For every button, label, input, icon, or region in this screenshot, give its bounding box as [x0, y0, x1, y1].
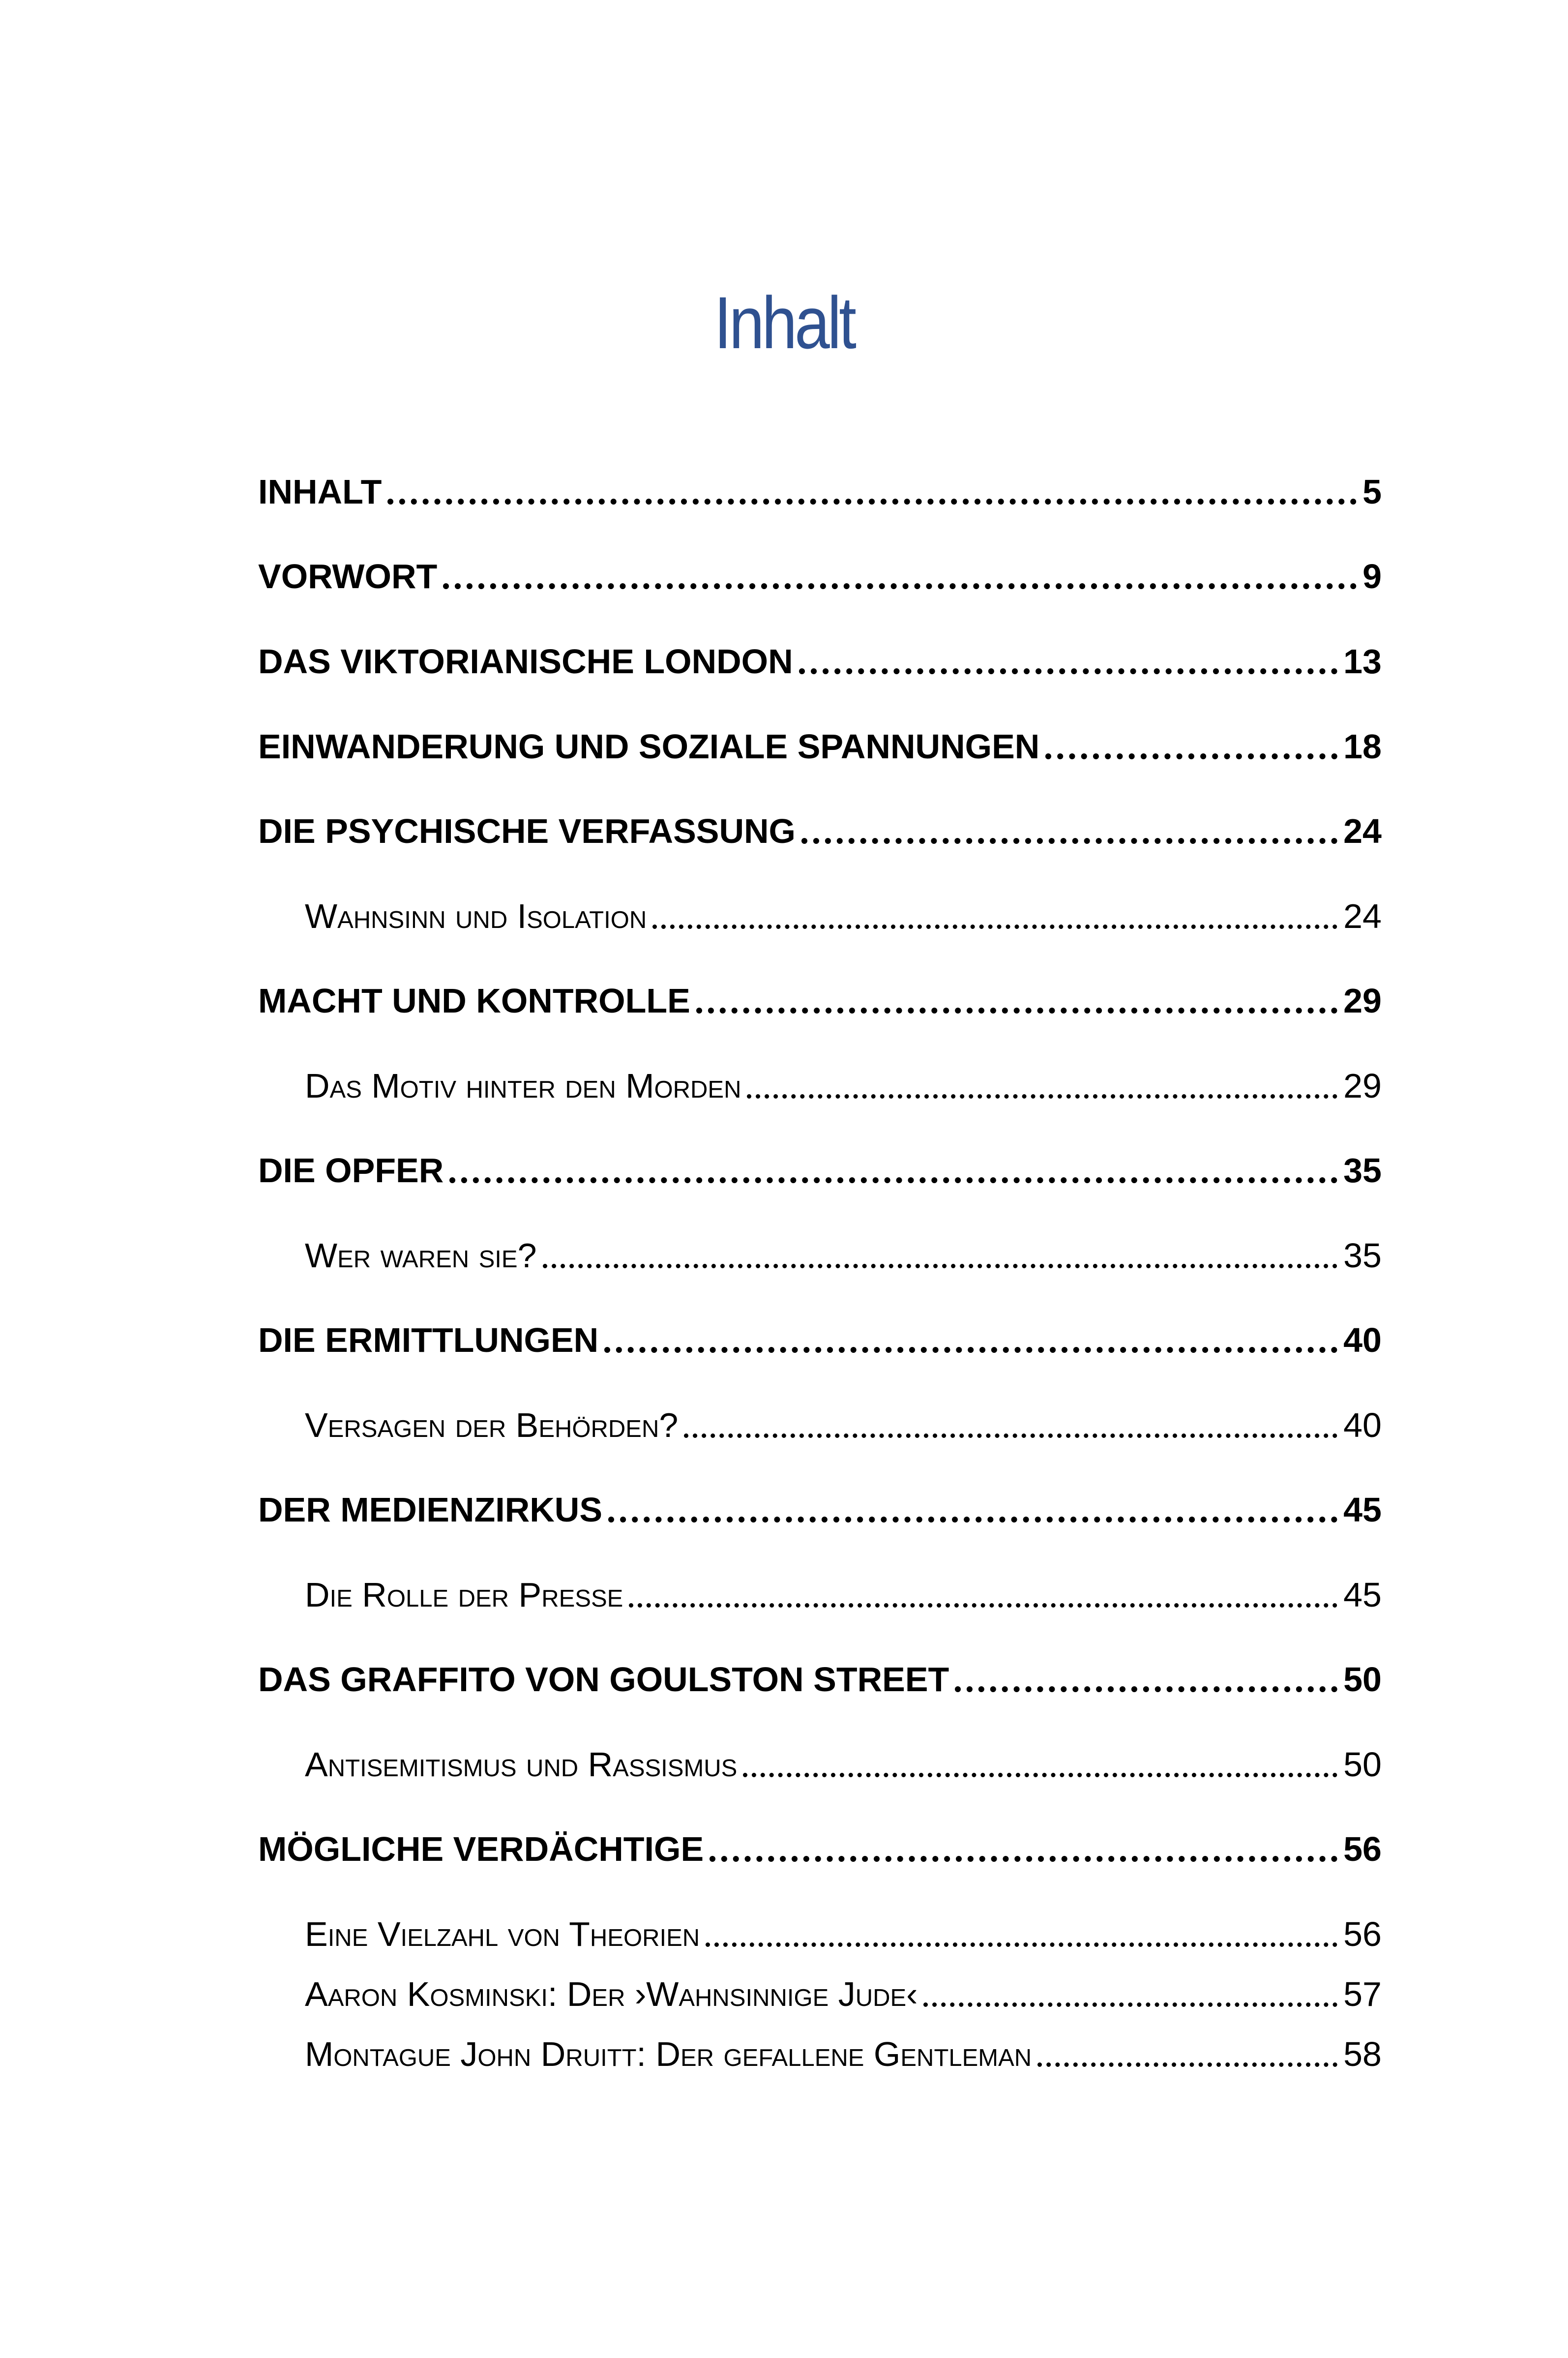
- toc-dot-leader: [1037, 2062, 1337, 2067]
- toc-dot-leader: [710, 1856, 1337, 1862]
- toc-entry-page-number: 45: [1343, 1491, 1382, 1529]
- toc-subchapter-entry: [305, 1396, 1382, 1450]
- toc-entry-page-number: 56: [1343, 1830, 1382, 1868]
- toc-chapter-entry: [258, 1820, 1382, 1874]
- toc-entry-label: MACHT UND KONTROLLE: [258, 982, 690, 1020]
- toc-entry-label: Das Motiv hinter den Morden: [305, 1067, 741, 1105]
- toc-entry-label: Wer waren sie?: [305, 1236, 537, 1275]
- toc-subchapter-entry: [305, 1226, 1382, 1280]
- toc-chapter-entry: [258, 1311, 1382, 1365]
- toc-chapter-entry: [258, 1141, 1382, 1195]
- toc-entry-label: EINWANDERUNG UND SOZIALE SPANNUNGEN: [258, 727, 1040, 766]
- toc-subchapter-entry: [305, 2025, 1382, 2079]
- toc-entry-label: DAS GRAFFITO VON GOULSTON STREET: [258, 1660, 949, 1699]
- toc-entry-label: DAS VIKTORIANISCHE LONDON: [258, 642, 793, 681]
- toc-entry-page-number: 35: [1343, 1151, 1382, 1190]
- toc-chapter-entry: [258, 1480, 1382, 1534]
- toc-chapter-entry: [258, 1650, 1382, 1704]
- toc-chapter-entry: [258, 632, 1382, 686]
- toc-entry-page-number: 40: [1343, 1406, 1382, 1444]
- toc-entry-label: Antisemitismus und Rassismus: [305, 1745, 738, 1784]
- toc-entry-label: Aaron Kosminski: Der ›Wahnsinnige Jude‹: [305, 1975, 918, 2013]
- toc-entry-page-number: 13: [1343, 642, 1382, 681]
- toc-entry-label: Wahnsinn und Isolation: [305, 897, 647, 935]
- toc-dot-leader: [923, 2002, 1337, 2007]
- toc-subchapter-entry: [305, 887, 1382, 941]
- toc-subchapter-entry: [305, 1965, 1382, 2019]
- toc-entry-page-number: 40: [1343, 1321, 1382, 1359]
- toc-dot-leader: [696, 1008, 1337, 1014]
- toc-subchapter-entry: [305, 1905, 1382, 1959]
- toc-entry-page-number: 9: [1362, 557, 1382, 596]
- toc-chapter-entry: [258, 462, 1382, 516]
- toc-dot-leader: [801, 838, 1337, 844]
- toc-chapter-entry: [258, 547, 1382, 601]
- toc-entry-label: Montague John Druitt: Der gefallene Gentleman: [305, 2035, 1032, 2073]
- toc-entry-label: Die Rolle der Presse: [305, 1576, 623, 1614]
- page-title: Inhalt: [714, 281, 854, 364]
- toc-entry-page-number: 5: [1362, 473, 1382, 511]
- toc-entry-page-number: 35: [1343, 1236, 1382, 1275]
- toc-entry-label: DIE OPFER: [258, 1151, 444, 1190]
- toc-dot-leader: [604, 1347, 1337, 1353]
- toc-entry-page-number: 56: [1343, 1915, 1382, 1953]
- toc-dot-leader: [443, 583, 1357, 589]
- toc-dot-leader: [743, 1773, 1337, 1777]
- toc-entry-page-number: 57: [1343, 1975, 1382, 2013]
- toc-dot-leader: [747, 1094, 1337, 1099]
- toc-entry-label: INHALT: [258, 473, 382, 511]
- toc-dot-leader: [608, 1517, 1337, 1522]
- toc-subchapter-entry: [305, 1565, 1382, 1619]
- toc-subchapter-entry: [305, 1056, 1382, 1110]
- toc-entry-label: DIE ERMITTLUNGEN: [258, 1321, 599, 1359]
- toc-entry-page-number: 24: [1343, 812, 1382, 850]
- toc-entry-page-number: 29: [1343, 982, 1382, 1020]
- toc-entry-label: Eine Vielzahl von Theorien: [305, 1915, 700, 1953]
- toc-entry-label: Versagen der Behörden?: [305, 1406, 679, 1444]
- toc-entry-label: DER MEDIENZIRKUS: [258, 1491, 603, 1529]
- toc-entry-page-number: 24: [1343, 897, 1382, 935]
- toc-dot-leader: [955, 1686, 1337, 1692]
- toc-chapter-entry: [258, 971, 1382, 1025]
- toc-entry-label: DIE PSYCHISCHE VERFASSUNG: [258, 812, 796, 850]
- toc-subchapter-entry: [305, 1735, 1382, 1789]
- toc-dot-leader: [684, 1433, 1337, 1438]
- toc-entry-page-number: 58: [1343, 2035, 1382, 2073]
- toc-entry-page-number: 50: [1343, 1745, 1382, 1784]
- toc-entry-page-number: 45: [1343, 1576, 1382, 1614]
- table-of-contents: [258, 0, 1382, 2358]
- toc-entry-page-number: 50: [1343, 1660, 1382, 1699]
- toc-entry-page-number: 18: [1343, 727, 1382, 766]
- toc-entry-page-number: 29: [1343, 1067, 1382, 1105]
- toc-chapter-entry: [258, 802, 1382, 856]
- toc-dot-leader: [629, 1603, 1337, 1608]
- toc-chapter-entry: [258, 717, 1382, 771]
- toc-entry-label: MÖGLICHE VERDÄCHTIGE: [258, 1830, 704, 1868]
- toc-entry-label: VORWORT: [258, 557, 438, 596]
- toc-dot-leader: [799, 668, 1337, 674]
- toc-dot-leader: [449, 1177, 1337, 1183]
- toc-dot-leader: [543, 1264, 1338, 1268]
- toc-dot-leader: [706, 1942, 1337, 1947]
- toc-dot-leader: [387, 499, 1357, 505]
- toc-dot-leader: [1045, 753, 1337, 759]
- toc-dot-leader: [652, 925, 1337, 929]
